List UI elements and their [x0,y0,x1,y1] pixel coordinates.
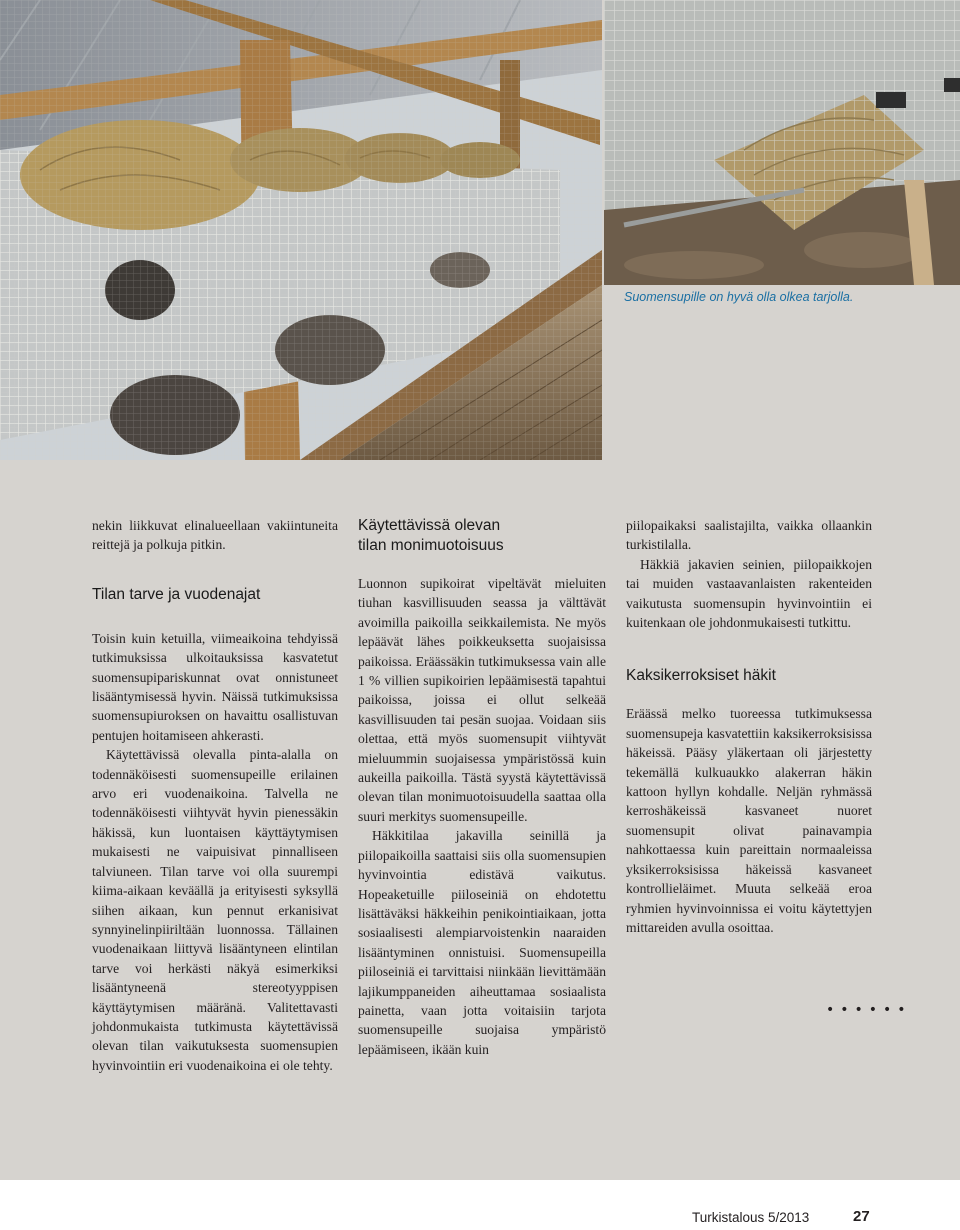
section-heading: Tilan tarve ja vuodenajat [92,585,261,603]
paragraph: Häkkitilaa jakavilla seinillä ja piilopaikoilla saattaisi siis olla suomensupien hyvinvointia edistävä vaikutus. Hopeaketuille piiloseiniä on ehdotettu lisättäväksi häkkeihin penikointiaikaan, jotta sosiaalisesti alempiarvoistenkin naaraiden lisääntyminen onnistuisi. Suomensupeilla piiloseiniä ei tarvittaisi niinkään lievittämään lajikumppaneiden aiheuttamaa sosiaalista painetta, vaan jotta voitaisiin tarjota suomensupeille suojaisa ympäristö lepäämiseen, ikään kuin [358,828,606,1057]
hay-rack-photo-right [604,0,960,285]
end-mark: •••••• [826,1002,912,1018]
paragraph: piilopaikaksi saalistajilta, vaikka ollaankin turkistilalla. [626,518,872,553]
photo-caption: Suomensupille on hyvä olla olkea tarjolla. [624,290,854,304]
paragraph: Häkkiä jakavien seinien, piilopaikkojen tai muiden vastaavanlaisten rakenteiden vaikutusta suomensupin hyvinvointiin ei kuitenkaan ole johdonmukaisesti tutkittu. [626,556,872,631]
paragraph: Käytettävissä olevalla pinta-alalla on todennäköisesti suomensupeille erilainen arvo eri vuodenaikoina. Talvella ne todennäköisesti viihtyvät hyvin pienessäkin häkissä, kun luontaisen käyttäytymisen mukaisesti ne vaipuisivat pinnalliseen talviuneen. Tilan tarve voi olla suurempi kiima-aikaan keväällä ja erityisesti syksyllä siihen aikaan, kun pennut erkanisivat synnyinelinpiiriltään luonnossa. Tällainen vuodenaikaan liittyvä lisääntyneen elintilan tarve voi herkästi näkyä esimerkiksi lisääntyneenä stereotyyppisen käyttäytymisen määränä. Valitettavasti johdonmukaista tutkimusta käytettävissä olevan tilan vaikutuksesta suomensupien hyvinvointiin eri vuodenaikoina ei ole tehty. [92,747,338,1073]
text-column-3 [626,516,872,937]
section-heading: Kaksikerroksiset häkit [626,667,776,685]
section-heading [358,516,606,556]
heading-line: Käytettävissä olevan [358,517,501,534]
paragraph: nekin liikkuvat elinalueellaan vakiintuneita reittejä ja polkuja pitkin. [92,518,338,553]
publication-name: Turkistalous 5/2013 [692,1210,810,1225]
cage-photo-left [0,0,602,460]
page-number: 27 [853,1208,870,1225]
heading-line: tilan monimuotoisuus [358,537,504,554]
paragraph: Eräässä melko tuoreessa tutkimuksessa suomensupeja kasvatettiin kaksikerroksisissa häkeissä. Pääsy yläkertaan oli järjestetty tekemällä kulkuaukko alakerran häkin kattoon hyllyn kohdalle. Neljän ryhmässä kerroshäkeissä kasvaneet nuoret suomensupit olivat painavampia nahkottaessa kuin pareittain normaaleissa yksikerroksisissa häkeissä kasvaneet kontrollieläimet. Muuta selkeää eroa ryhmien hyvinvoinnissa ei voitu käytettyjen mittareiden avulla osoittaa. [626,706,872,935]
text-column-1 [92,516,338,1075]
paragraph: Luonnon supikoirat vipeltävät mieluiten tiuhan kasvillisuuden seassa ja välttävät avoimilla paikoilla seikkailemista. Ne myös lepäävät lähes poikkeuksetta suojaisissa paikoissa. Eräässäkin tutkimuksessa vain alle 1 % villien supikoirien lepäämisestä tapahtui paikoissa, joissa ei ollut selkeää kasvillisuuden tai pesän suojaa. Voidaan siis olettaa, että myös suomensupit viihtyvät mieluummin suojaisessa ympäristössä kuin aukeilla paikoilla. Tästä syystä käytettävissä olevan tilan monimuotoisuudella saattaa olla suuri merkitys suomensupeille. [358,576,606,824]
paragraph: Toisin kuin ketuilla, viimeaikoina tehdyissä tutkimuksissa ulkoitauksissa kasvatetut suomensupipariskunnat ovat onnistuneet lisääntymisessä hyvin. Näissä tutkimuksissa suomensupiuroksen on havaittu osallistuvan pentujen hoitamiseen ahkerasti. [92,630,338,743]
text-column-2 [358,516,606,1059]
